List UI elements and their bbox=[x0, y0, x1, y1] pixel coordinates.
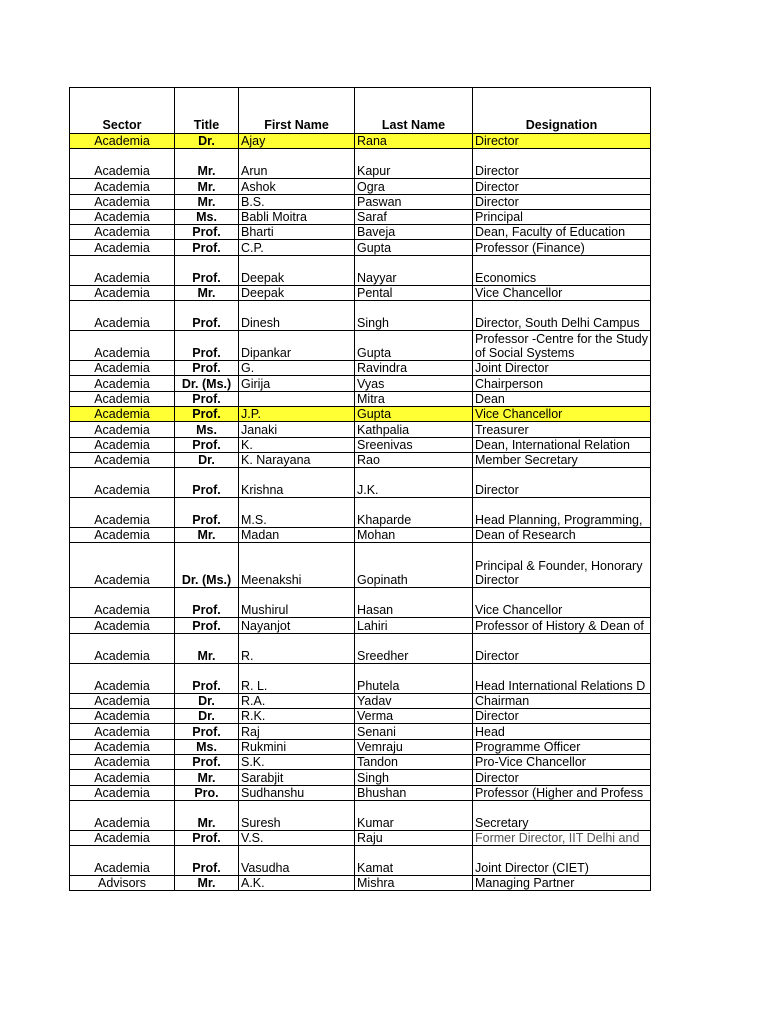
table-row bbox=[70, 754, 651, 769]
table-row bbox=[70, 785, 651, 800]
table-row bbox=[70, 724, 651, 739]
cell-designation[interactable]: Professor (Finance) bbox=[473, 240, 651, 255]
cell-sector[interactable]: Academia bbox=[70, 301, 175, 331]
cell-last-name[interactable]: Kumar bbox=[355, 800, 473, 830]
table-row bbox=[70, 770, 651, 785]
cell-title[interactable]: Prof. bbox=[175, 361, 239, 376]
table-row bbox=[70, 194, 651, 209]
table-row bbox=[70, 498, 651, 528]
cell-title[interactable]: Dr. bbox=[175, 134, 239, 149]
table-row bbox=[70, 618, 651, 633]
header-title[interactable]: Title bbox=[175, 88, 239, 134]
cell-first-name[interactable]: Deepak bbox=[239, 255, 355, 285]
cell-sector[interactable]: Academia bbox=[70, 391, 175, 406]
table-row bbox=[70, 452, 651, 467]
table-row bbox=[70, 209, 651, 224]
cell-sector[interactable]: Academia bbox=[70, 528, 175, 543]
table-row bbox=[70, 391, 651, 406]
cell-title[interactable]: Prof. bbox=[175, 255, 239, 285]
table-row bbox=[70, 633, 651, 663]
cell-designation[interactable]: Head International Relations D bbox=[473, 663, 651, 693]
cell-title[interactable]: Ms. bbox=[175, 739, 239, 754]
cell-designation[interactable]: Economics bbox=[473, 255, 651, 285]
header-row bbox=[70, 88, 651, 134]
cell-title[interactable]: Mr. bbox=[175, 194, 239, 209]
cell-title[interactable]: Ms. bbox=[175, 422, 239, 437]
cell-sector[interactable]: Academia bbox=[70, 785, 175, 800]
cell-last-name[interactable]: Paswan bbox=[355, 194, 473, 209]
cell-last-name[interactable]: Gopinath bbox=[355, 543, 473, 588]
table-row bbox=[70, 134, 651, 149]
table-row bbox=[70, 255, 651, 285]
cell-designation[interactable]: Joint Director (CIET) bbox=[473, 846, 651, 876]
cell-title[interactable]: Prof. bbox=[175, 498, 239, 528]
cell-last-name[interactable]: Vemraju bbox=[355, 739, 473, 754]
cell-sector[interactable]: Academia bbox=[70, 437, 175, 452]
cell-last-name[interactable]: Phutela bbox=[355, 663, 473, 693]
cell-last-name[interactable]: Sreedher bbox=[355, 633, 473, 663]
cell-first-name[interactable]: R. L. bbox=[239, 663, 355, 693]
header-sector[interactable]: Sector bbox=[70, 88, 175, 134]
cell-designation[interactable]: Head bbox=[473, 724, 651, 739]
cell-first-name[interactable]: Arun bbox=[239, 149, 355, 179]
cell-first-name[interactable]: Babli Moitra bbox=[239, 209, 355, 224]
cell-designation[interactable]: Director bbox=[473, 633, 651, 663]
table-row bbox=[70, 876, 651, 891]
cell-title[interactable]: Dr. (Ms.) bbox=[175, 376, 239, 391]
table-row bbox=[70, 437, 651, 452]
cell-last-name[interactable]: Senani bbox=[355, 724, 473, 739]
cell-first-name[interactable]: S.K. bbox=[239, 754, 355, 769]
contacts-table bbox=[69, 87, 651, 891]
table-row bbox=[70, 846, 651, 876]
cell-sector[interactable]: Academia bbox=[70, 134, 175, 149]
cell-sector[interactable]: Advisors bbox=[70, 876, 175, 891]
cell-last-name[interactable]: Rao bbox=[355, 452, 473, 467]
cell-sector[interactable]: Academia bbox=[70, 693, 175, 708]
cell-designation[interactable]: Pro-Vice Chancellor bbox=[473, 754, 651, 769]
cell-designation[interactable]: Dean bbox=[473, 391, 651, 406]
cell-first-name[interactable]: M.S. bbox=[239, 498, 355, 528]
cell-title[interactable]: Mr. bbox=[175, 179, 239, 194]
cell-first-name[interactable]: Ajay bbox=[239, 134, 355, 149]
cell-title[interactable]: Prof. bbox=[175, 588, 239, 618]
table-row bbox=[70, 301, 651, 331]
cell-sector[interactable]: Academia bbox=[70, 452, 175, 467]
cell-designation[interactable]: Managing Partner bbox=[473, 876, 651, 891]
cell-first-name[interactable]: Dipankar bbox=[239, 331, 355, 361]
cell-last-name[interactable]: Ravindra bbox=[355, 361, 473, 376]
cell-first-name[interactable]: Girija bbox=[239, 376, 355, 391]
cell-designation[interactable]: Member Secretary bbox=[473, 452, 651, 467]
cell-first-name[interactable]: Krishna bbox=[239, 468, 355, 498]
table-row bbox=[70, 422, 651, 437]
cell-title[interactable]: Mr. bbox=[175, 633, 239, 663]
cell-sector[interactable]: Academia bbox=[70, 754, 175, 769]
cell-designation[interactable]: Secretary bbox=[473, 800, 651, 830]
cell-designation[interactable]: Former Director, IIT Delhi and bbox=[473, 830, 651, 845]
cell-sector[interactable]: Academia bbox=[70, 376, 175, 391]
cell-last-name[interactable]: Yadav bbox=[355, 693, 473, 708]
cell-title[interactable]: Mr. bbox=[175, 800, 239, 830]
cell-sector[interactable]: Academia bbox=[70, 209, 175, 224]
table-row bbox=[70, 588, 651, 618]
cell-designation[interactable]: Director bbox=[473, 709, 651, 724]
cell-designation[interactable]: Chairperson bbox=[473, 376, 651, 391]
cell-title[interactable]: Dr. bbox=[175, 709, 239, 724]
cell-title[interactable]: Prof. bbox=[175, 754, 239, 769]
cell-title[interactable]: Dr. bbox=[175, 693, 239, 708]
cell-sector[interactable]: Academia bbox=[70, 422, 175, 437]
cell-title[interactable]: Prof. bbox=[175, 830, 239, 845]
cell-last-name[interactable]: Gupta bbox=[355, 331, 473, 361]
cell-first-name[interactable]: J.P. bbox=[239, 406, 355, 421]
cell-title[interactable]: Mr. bbox=[175, 285, 239, 300]
cell-first-name[interactable]: C.P. bbox=[239, 240, 355, 255]
cell-sector[interactable]: Academia bbox=[70, 830, 175, 845]
cell-designation[interactable]: Vice Chancellor bbox=[473, 285, 651, 300]
cell-sector[interactable]: Academia bbox=[70, 739, 175, 754]
table-row bbox=[70, 468, 651, 498]
cell-first-name[interactable]: G. bbox=[239, 361, 355, 376]
table-body bbox=[70, 134, 651, 891]
cell-first-name[interactable]: Bharti bbox=[239, 225, 355, 240]
cell-designation[interactable]: Vice Chancellor bbox=[473, 588, 651, 618]
cell-title[interactable]: Dr. bbox=[175, 452, 239, 467]
cell-title[interactable]: Prof. bbox=[175, 225, 239, 240]
header-last-name[interactable]: Last Name bbox=[355, 88, 473, 134]
cell-first-name[interactable]: K. Narayana bbox=[239, 452, 355, 467]
cell-last-name[interactable]: Mitra bbox=[355, 391, 473, 406]
cell-last-name[interactable]: Rana bbox=[355, 134, 473, 149]
cell-last-name[interactable]: Kathpalia bbox=[355, 422, 473, 437]
cell-designation[interactable]: Joint Director bbox=[473, 361, 651, 376]
cell-last-name[interactable]: Gupta bbox=[355, 406, 473, 421]
cell-sector[interactable]: Academia bbox=[70, 255, 175, 285]
cell-title[interactable]: Ms. bbox=[175, 209, 239, 224]
table-row bbox=[70, 739, 651, 754]
cell-sector[interactable]: Academia bbox=[70, 406, 175, 421]
cell-designation[interactable]: Head Planning, Programming, bbox=[473, 498, 651, 528]
cell-last-name[interactable]: Mishra bbox=[355, 876, 473, 891]
cell-first-name[interactable]: A.K. bbox=[239, 876, 355, 891]
cell-title[interactable]: Prof. bbox=[175, 663, 239, 693]
cell-last-name[interactable]: Raju bbox=[355, 830, 473, 845]
cell-designation[interactable]: Treasurer bbox=[473, 422, 651, 437]
cell-last-name[interactable]: Khaparde bbox=[355, 498, 473, 528]
cell-designation[interactable]: Programme Officer bbox=[473, 739, 651, 754]
cell-designation[interactable]: Director bbox=[473, 194, 651, 209]
cell-sector[interactable]: Academia bbox=[70, 770, 175, 785]
cell-title[interactable]: Dr. (Ms.) bbox=[175, 543, 239, 588]
table-row bbox=[70, 225, 651, 240]
cell-first-name[interactable]: Sudhanshu bbox=[239, 785, 355, 800]
cell-last-name[interactable]: Hasan bbox=[355, 588, 473, 618]
cell-title[interactable]: Mr. bbox=[175, 770, 239, 785]
cell-last-name[interactable]: Mohan bbox=[355, 528, 473, 543]
cell-designation[interactable]: Director bbox=[473, 468, 651, 498]
table-row bbox=[70, 800, 651, 830]
cell-first-name[interactable]: Meenakshi bbox=[239, 543, 355, 588]
cell-title[interactable]: Prof. bbox=[175, 331, 239, 361]
header-first-name[interactable]: First Name bbox=[239, 88, 355, 134]
table-row bbox=[70, 709, 651, 724]
cell-first-name[interactable]: R. bbox=[239, 633, 355, 663]
cell-first-name[interactable]: Madan bbox=[239, 528, 355, 543]
table-row bbox=[70, 693, 651, 708]
cell-first-name[interactable]: K. bbox=[239, 437, 355, 452]
cell-sector[interactable]: Academia bbox=[70, 498, 175, 528]
cell-designation[interactable]: Dean of Research bbox=[473, 528, 651, 543]
table-row bbox=[70, 663, 651, 693]
cell-title[interactable]: Prof. bbox=[175, 437, 239, 452]
cell-last-name[interactable]: Kamat bbox=[355, 846, 473, 876]
cell-last-name[interactable]: Nayyar bbox=[355, 255, 473, 285]
cell-designation[interactable]: Chairman bbox=[473, 693, 651, 708]
table-row bbox=[70, 830, 651, 845]
cell-designation[interactable]: Director, South Delhi Campus bbox=[473, 301, 651, 331]
cell-first-name[interactable]: Raj bbox=[239, 724, 355, 739]
cell-sector[interactable]: Academia bbox=[70, 633, 175, 663]
cell-sector[interactable]: Academia bbox=[70, 361, 175, 376]
cell-designation[interactable]: Professor (Higher and Profess bbox=[473, 785, 651, 800]
cell-first-name[interactable]: R.A. bbox=[239, 693, 355, 708]
cell-first-name[interactable]: B.S. bbox=[239, 194, 355, 209]
cell-first-name[interactable]: Vasudha bbox=[239, 846, 355, 876]
cell-sector[interactable]: Academia bbox=[70, 800, 175, 830]
cell-title[interactable]: Mr. bbox=[175, 876, 239, 891]
cell-last-name[interactable]: Bhushan bbox=[355, 785, 473, 800]
cell-sector[interactable]: Academia bbox=[70, 194, 175, 209]
cell-title[interactable]: Prof. bbox=[175, 724, 239, 739]
cell-last-name[interactable]: Singh bbox=[355, 770, 473, 785]
cell-sector[interactable]: Academia bbox=[70, 543, 175, 588]
cell-last-name[interactable]: Kapur bbox=[355, 149, 473, 179]
cell-first-name[interactable]: Ashok bbox=[239, 179, 355, 194]
cell-sector[interactable]: Academia bbox=[70, 709, 175, 724]
cell-designation[interactable]: Principal bbox=[473, 209, 651, 224]
cell-sector[interactable]: Academia bbox=[70, 468, 175, 498]
cell-sector[interactable]: Academia bbox=[70, 179, 175, 194]
cell-title[interactable]: Prof. bbox=[175, 240, 239, 255]
cell-sector[interactable]: Academia bbox=[70, 240, 175, 255]
cell-title[interactable]: Mr. bbox=[175, 149, 239, 179]
cell-last-name[interactable]: Lahiri bbox=[355, 618, 473, 633]
cell-last-name[interactable]: Tandon bbox=[355, 754, 473, 769]
cell-designation[interactable]: Director bbox=[473, 770, 651, 785]
cell-first-name[interactable]: Rukmini bbox=[239, 739, 355, 754]
cell-title[interactable]: Prof. bbox=[175, 406, 239, 421]
cell-designation[interactable]: Professor of History & Dean of bbox=[473, 618, 651, 633]
cell-first-name[interactable]: Mushirul bbox=[239, 588, 355, 618]
cell-last-name[interactable]: J.K. bbox=[355, 468, 473, 498]
table-row bbox=[70, 285, 651, 300]
cell-designation[interactable]: Director bbox=[473, 179, 651, 194]
cell-last-name[interactable]: Saraf bbox=[355, 209, 473, 224]
cell-first-name[interactable]: V.S. bbox=[239, 830, 355, 845]
cell-last-name[interactable]: Pental bbox=[355, 285, 473, 300]
cell-title[interactable]: Prof. bbox=[175, 301, 239, 331]
cell-last-name[interactable]: Sreenivas bbox=[355, 437, 473, 452]
cell-title[interactable]: Prof. bbox=[175, 391, 239, 406]
cell-first-name[interactable]: Suresh bbox=[239, 800, 355, 830]
table-row bbox=[70, 331, 651, 361]
cell-designation[interactable]: Director bbox=[473, 134, 651, 149]
cell-designation[interactable]: Dean, Faculty of Education bbox=[473, 225, 651, 240]
header-designation[interactable]: Designation bbox=[473, 88, 651, 134]
cell-sector[interactable]: Academia bbox=[70, 846, 175, 876]
cell-designation[interactable]: Principal & Founder, Honorary Director bbox=[473, 543, 651, 588]
cell-last-name[interactable]: Baveja bbox=[355, 225, 473, 240]
table-row bbox=[70, 361, 651, 376]
cell-last-name[interactable]: Gupta bbox=[355, 240, 473, 255]
cell-designation[interactable]: Director bbox=[473, 149, 651, 179]
cell-sector[interactable]: Academia bbox=[70, 618, 175, 633]
cell-first-name[interactable]: Sarabjit bbox=[239, 770, 355, 785]
table-row bbox=[70, 528, 651, 543]
cell-first-name[interactable]: Janaki bbox=[239, 422, 355, 437]
table-row bbox=[70, 376, 651, 391]
cell-sector[interactable]: Academia bbox=[70, 149, 175, 179]
cell-sector[interactable]: Academia bbox=[70, 588, 175, 618]
table-row bbox=[70, 149, 651, 179]
cell-last-name[interactable]: Singh bbox=[355, 301, 473, 331]
table-row bbox=[70, 179, 651, 194]
cell-sector[interactable]: Academia bbox=[70, 663, 175, 693]
cell-last-name[interactable]: Ogra bbox=[355, 179, 473, 194]
cell-title[interactable]: Prof. bbox=[175, 846, 239, 876]
cell-first-name[interactable]: R.K. bbox=[239, 709, 355, 724]
cell-title[interactable]: Pro. bbox=[175, 785, 239, 800]
cell-designation[interactable]: Vice Chancellor bbox=[473, 406, 651, 421]
cell-first-name[interactable]: Deepak bbox=[239, 285, 355, 300]
cell-sector[interactable]: Academia bbox=[70, 225, 175, 240]
cell-title[interactable]: Prof. bbox=[175, 618, 239, 633]
cell-first-name[interactable]: Nayanjot bbox=[239, 618, 355, 633]
cell-sector[interactable]: Academia bbox=[70, 285, 175, 300]
cell-title[interactable]: Mr. bbox=[175, 528, 239, 543]
table-row bbox=[70, 543, 651, 588]
cell-designation[interactable]: Professor -Centre for the Study of Social Systems bbox=[473, 331, 651, 361]
cell-designation[interactable]: Dean, International Relation bbox=[473, 437, 651, 452]
table-row bbox=[70, 406, 651, 421]
cell-sector[interactable]: Academia bbox=[70, 331, 175, 361]
cell-last-name[interactable]: Vyas bbox=[355, 376, 473, 391]
cell-title[interactable]: Prof. bbox=[175, 468, 239, 498]
cell-last-name[interactable]: Verma bbox=[355, 709, 473, 724]
cell-first-name[interactable] bbox=[239, 391, 355, 406]
cell-first-name[interactable]: Dinesh bbox=[239, 301, 355, 331]
table-row bbox=[70, 240, 651, 255]
cell-sector[interactable]: Academia bbox=[70, 724, 175, 739]
